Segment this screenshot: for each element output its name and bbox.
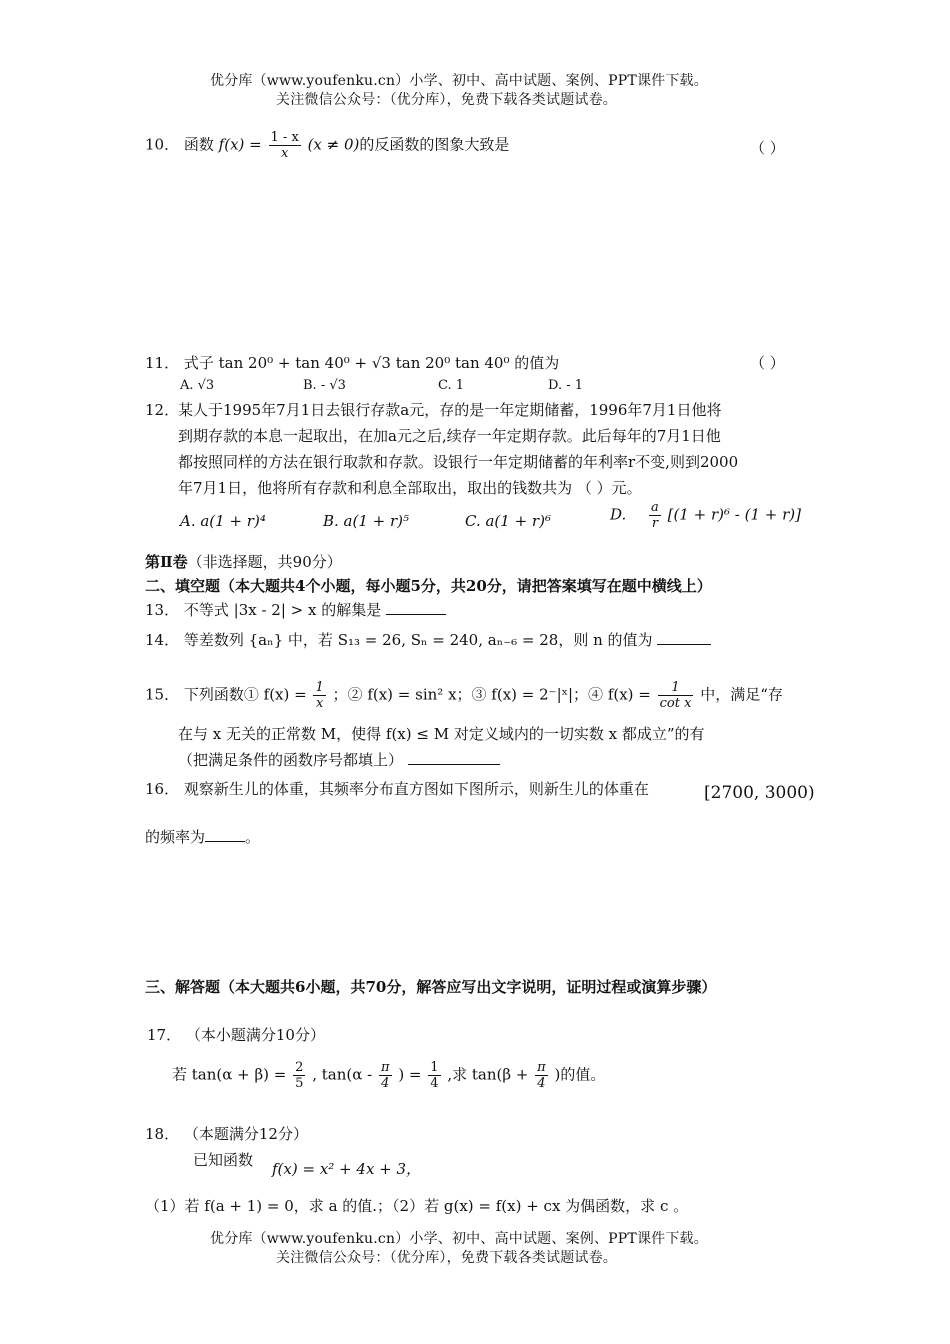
part-2-title-bold: 第Ⅱ卷: [145, 553, 188, 571]
fraction: $\frac{\pi}{4}$: [537, 1060, 546, 1091]
fraction: $\frac{1 - x}{x}$: [270, 130, 299, 161]
question-number: 10．: [145, 135, 180, 154]
answer-blank[interactable]: [205, 827, 245, 842]
question-18-parts: （1）若 f(a + 1) = 0，求 a 的值.；（2）若 g(x) = f(x) + cx 为偶函数，求 c 。: [145, 1197, 689, 1215]
answer-blank[interactable]: [386, 600, 446, 615]
question-text: （把满足条件的函数序号都填上）: [178, 751, 404, 769]
question-text: 观察新生儿的体重，其频率分布直方图如下图所示，则新生儿的体重在: [183, 780, 649, 798]
answer-paren: （ ）: [750, 354, 785, 372]
formula: f(x) =: [218, 135, 262, 154]
question-16-line-1: [145, 778, 649, 799]
question-score: （本题满分12分）: [183, 1125, 308, 1143]
question-text: )的值。: [554, 1065, 606, 1084]
option-b: B. - √3: [303, 378, 346, 393]
question-text: 函数: [183, 135, 214, 154]
question-17-header: [147, 1024, 325, 1045]
option-a: A. √3: [180, 378, 215, 393]
fraction: $\frac{a}{r}$: [651, 500, 659, 531]
question-14: [145, 629, 711, 650]
question-17-formula: [172, 1060, 605, 1091]
fraction: $\frac{2}{5}$: [295, 1060, 304, 1091]
option-b: B. a(1 + r)⁵: [323, 512, 410, 530]
question-13: [145, 599, 446, 620]
option-a: A. a(1 + r)⁴: [180, 512, 266, 530]
question-text: 中，满足“存: [700, 685, 783, 704]
option-c: C. 1: [438, 378, 465, 393]
question-16-line-2: [145, 826, 260, 847]
fraction: $\frac{1}{\text{cot x}}$: [659, 680, 692, 711]
question-text: 的反函数的图象大致是: [359, 135, 510, 154]
header-line-2: 关注微信公众号：（优分库），免费下载各类试题试卷。: [276, 92, 617, 108]
question-18-header: [145, 1123, 308, 1144]
question-12-line-1: 某人于1995年7月1日去银行存款a元，存的是一年定期储蓄，1996年7月1日他将: [178, 401, 722, 419]
question-12-line-2: 到期存款的本息一起取出，在加a元之后,续存一年定期存款。此后每年的7月1日他: [178, 427, 721, 445]
question-number: 17．: [147, 1026, 182, 1044]
option-expression: [(1 + r)⁶ - (1 + r)]: [667, 505, 801, 524]
question-number: 16．: [145, 780, 180, 798]
option-c: C. a(1 + r)⁶: [465, 512, 551, 530]
question-text: 式子 tan 20⁰ + tan 40⁰ + √3 tan 20⁰ tan 40⁰ 的值为: [183, 354, 560, 372]
question-number: 15．: [145, 685, 180, 704]
header-line-1: 优分库（www.youfenku.cn）小学、初中、高中试题、案例、PPT课件下载。: [210, 73, 708, 89]
fill-in-heading: 二、填空题（本大题共4个小题，每小题5分，共20分，请把答案填写在题中横线上）: [145, 577, 712, 595]
question-text: 下列函数① f(x) =: [183, 685, 307, 704]
question-15-line-3: [178, 749, 500, 770]
question-11: [145, 352, 559, 373]
question-text: 不等式 |3x - 2| > x 的解集是: [183, 601, 382, 619]
question-number: 11．: [145, 354, 180, 372]
question-10: [145, 130, 509, 161]
option-label: D.: [610, 505, 627, 524]
answer-blank[interactable]: [408, 750, 500, 765]
option-d: [610, 500, 801, 531]
question-15-line-2: 在与 x 无关的正常数 M，使得 f(x) ≤ M 对定义域内的一切实数 x 都成立”的有: [178, 725, 705, 743]
question-score: （本小题满分10分）: [185, 1026, 325, 1044]
question-number: 18．: [145, 1125, 180, 1143]
fraction: $\frac{1}{4}$: [430, 1060, 439, 1091]
question-number: 12．: [145, 401, 180, 419]
footer-line-1: 优分库（www.youfenku.cn）小学、初中、高中试题、案例、PPT课件下载。: [210, 1231, 708, 1247]
footer-line-2: 关注微信公众号：（优分库），免费下载各类试题试卷。: [276, 1250, 617, 1266]
question-text: 。: [245, 828, 261, 846]
part-2-title-rest: （非选择题，共90分）: [187, 553, 342, 571]
question-text: 若 tan(α + β) =: [172, 1065, 287, 1084]
question-text: ) =: [398, 1065, 422, 1084]
question-18-function: f(x) = x² + 4x + 3，: [272, 1160, 422, 1178]
question-text: 等差数列 {aₙ} 中，若 S₁₃ = 26, Sₙ = 240, aₙ₋₆ = 28，则 n 的值为: [183, 631, 653, 649]
question-text: ,求 tan(β +: [447, 1065, 529, 1084]
answer-blank[interactable]: [657, 630, 711, 645]
question-12-line-3: 都按照同样的方法在银行取款和存款。设银行一年定期储蓄的年利率r不变,则到2000: [178, 453, 739, 471]
question-number: 14．: [145, 631, 180, 649]
fraction: $\frac{1}{x}$: [315, 680, 324, 711]
option-d: D. - 1: [548, 378, 584, 393]
question-18-given: 已知函数: [193, 1151, 254, 1169]
condition: (x ≠ 0): [307, 135, 360, 154]
question-text: , tan(α -: [312, 1065, 373, 1084]
fraction: $\frac{\pi}{4}$: [380, 1060, 390, 1091]
answer-paren: （ ）: [750, 139, 785, 157]
question-number: 13．: [145, 601, 180, 619]
interval: [2700, 3000): [704, 783, 815, 803]
part-2-title: [145, 551, 342, 572]
question-text: ；② f(x) = sin² x；③ f(x) = 2⁻|ˣ|；④ f(x) =: [332, 685, 651, 704]
question-12-line-4: 年7月1日，他将所有存款和利息全部取出，取出的钱数共为 （ ）元。: [178, 479, 642, 497]
question-15-line-1: [145, 680, 783, 711]
part-3-heading: 三、解答题（本大题共6小题，共70分，解答应写出文字说明，证明过程或演算步骤）: [145, 978, 717, 996]
question-text: 的频率为: [145, 828, 206, 846]
